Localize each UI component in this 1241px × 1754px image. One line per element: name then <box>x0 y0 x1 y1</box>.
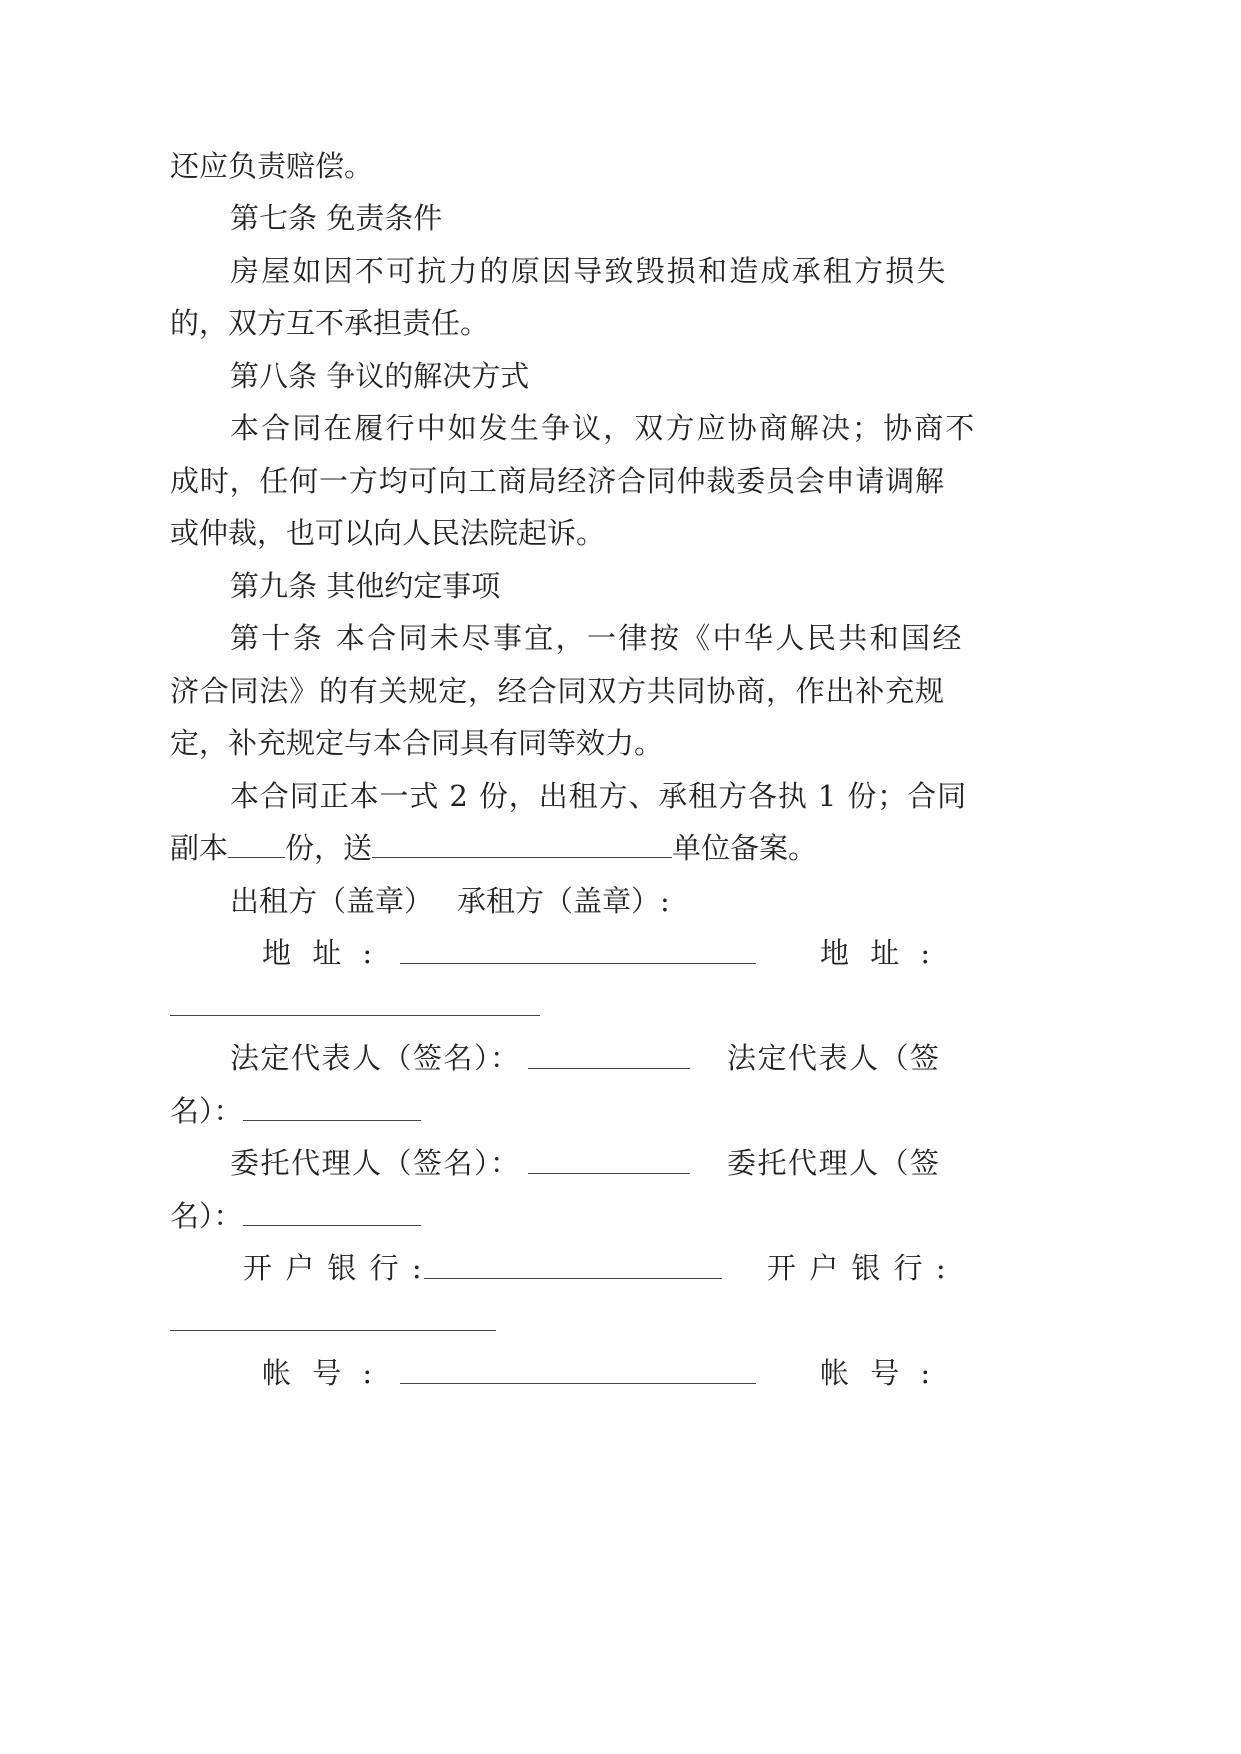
lessee-agent-label: 委托代理人（签 <box>727 1146 941 1180</box>
lessee-bank-label: 开 户 银 行 : <box>767 1251 948 1285</box>
lessor-agent-blank[interactable] <box>528 1145 690 1174</box>
lessor-bank-blank[interactable] <box>424 1250 722 1279</box>
paragraph-line: 济合同法》的有关规定，经合同双方共同协商，作出补充规 <box>170 674 945 708</box>
lessor-account-label: 帐 号 : <box>262 1356 379 1390</box>
agent-line <box>230 1143 940 1183</box>
lessee-seal-label: 承租方（盖章）: <box>457 884 670 918</box>
paragraph-line: 的，双方互不承担责任。 <box>170 306 490 340</box>
legal-rep-continuation <box>170 1091 421 1131</box>
lessor-bank-label: 开 户 银 行 : <box>243 1251 424 1285</box>
copies-count-blank[interactable] <box>228 829 285 858</box>
lessee-legal-rep-label: 法定代表人（签 <box>727 1041 941 1075</box>
lessee-agent-suffix: 名）： <box>170 1199 243 1233</box>
filing-unit-blank[interactable] <box>372 829 672 858</box>
article-heading: 第七条 免责条件 <box>230 201 443 235</box>
paragraph-line: 成时，任何一方均可向工商局经济合同仲裁委员会申请调解 <box>170 464 945 498</box>
lessor-legal-rep-label: 法定代表人（签名）： <box>230 1041 521 1075</box>
lessee-bank-blank-line <box>170 1301 496 1341</box>
lessor-legal-rep-blank[interactable] <box>528 1040 690 1069</box>
lessee-bank-blank[interactable] <box>170 1302 496 1331</box>
lessee-address-blank-line <box>170 986 540 1026</box>
copies-label: 副本 <box>170 831 229 865</box>
lessee-legal-rep-suffix: 名）： <box>170 1094 243 1128</box>
bank-line <box>243 1248 948 1288</box>
lessor-agent-label: 委托代理人（签名）： <box>230 1146 521 1180</box>
paragraph-line: 或仲裁，也可以向人民法院起诉。 <box>170 516 606 550</box>
lessor-address-label: 地 址 : <box>262 936 379 970</box>
lessor-seal-label: 出租方（盖章） <box>230 884 434 918</box>
lessee-address-blank[interactable] <box>170 987 540 1016</box>
paragraph-line: 定，补充规定与本合同具有同等效力。 <box>170 726 664 760</box>
paragraph-line: 本合同正本一式 2 份，出租方、承租方各执 1 份；合同 <box>230 779 967 813</box>
lessee-address-label: 地 址 : <box>820 936 937 970</box>
paragraph-line: 本合同在履行中如发生争议，双方应协商解决；协商不 <box>230 411 977 445</box>
address-line <box>262 933 940 973</box>
article-heading: 第十条 本合同未尽事宜，一律按《中华人民共和国经 <box>230 621 964 655</box>
agent-continuation <box>170 1196 421 1236</box>
account-line <box>262 1353 940 1393</box>
copies-send-label: 份，送 <box>285 831 373 865</box>
lessee-agent-blank[interactable] <box>243 1197 421 1226</box>
lessee-account-label: 帐 号 : <box>820 1356 937 1390</box>
paragraph-line: 房屋如因不可抗力的原因导致毁损和造成承租方损失 <box>230 254 948 288</box>
article-heading: 第九条 其他约定事项 <box>230 569 501 603</box>
filing-suffix: 单位备案。 <box>672 831 818 865</box>
lessor-account-blank[interactable] <box>400 1355 756 1384</box>
paragraph-line: 还应负责赔偿。 <box>170 149 374 183</box>
legal-rep-line <box>230 1038 940 1078</box>
party-seal-line <box>230 881 670 921</box>
lessee-legal-rep-blank[interactable] <box>243 1092 421 1121</box>
copies-line <box>170 828 817 868</box>
lessor-address-blank[interactable] <box>400 935 756 964</box>
article-heading: 第八条 争议的解决方式 <box>230 359 530 393</box>
